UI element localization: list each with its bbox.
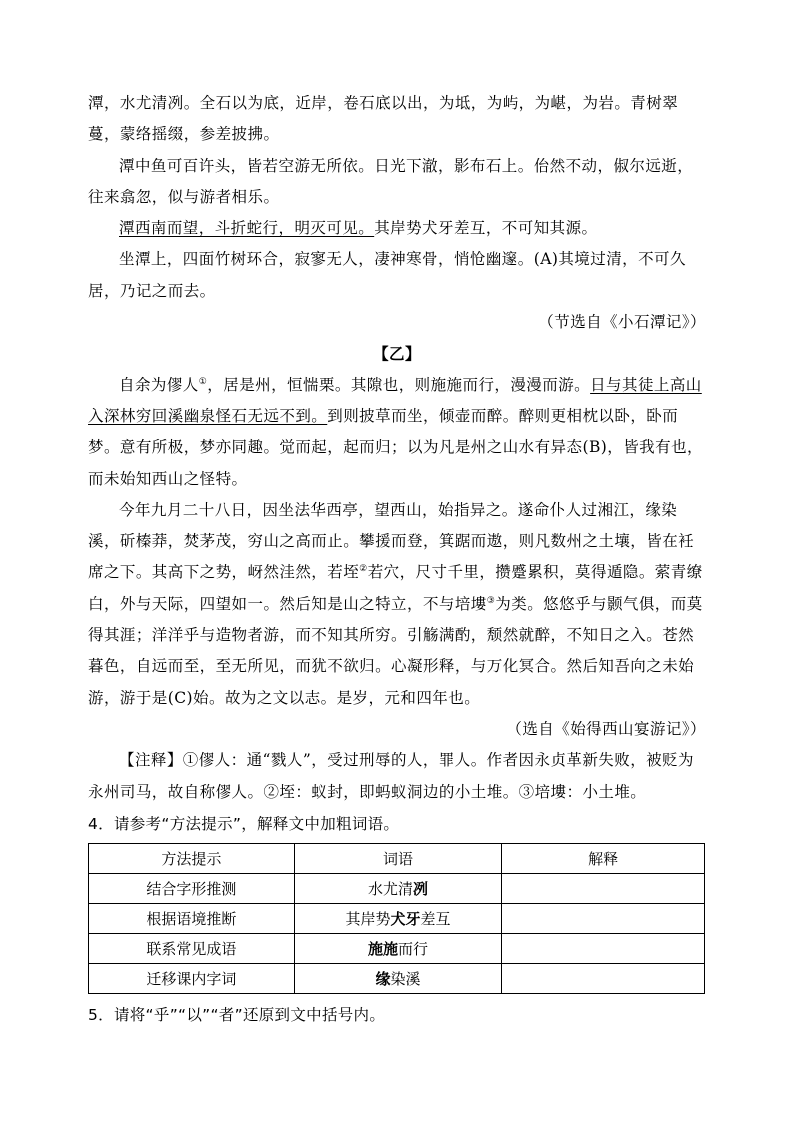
word-bold: 施施 (367, 940, 398, 958)
method-cell: 联系常见成语 (89, 934, 295, 964)
header-method: 方法提示 (89, 844, 295, 874)
method-table (88, 843, 705, 994)
method-cell: 结合字形推测 (89, 874, 295, 904)
word-bold: 缘 (375, 970, 391, 988)
jia-paragraph-4: 坐潭上，四面竹树环合，寂寥无人，凄神寒骨，悄怆幽邃。(A)其境过清，不可久居，乃记之而去。 (88, 250, 686, 300)
table-row (89, 964, 705, 994)
header-word: 词语 (294, 844, 502, 874)
word-post: 染溪 (390, 970, 421, 988)
word-cell (294, 934, 502, 964)
answer-cell[interactable] (502, 874, 705, 904)
method-cell: 迁移课内字词 (89, 964, 295, 994)
table-row (89, 904, 705, 934)
yi-p2-text-c: 为类。悠悠乎与颢气俱，而莫得其涯；洋洋乎与造物者游，而不知其所穷。引觞满酌，颓然就醉，不知日之入。苍然暮色，自远而至，至无所见，而犹不欲归。心凝形释，与万化冥合。然后知吾向之未始游，游于是(C)始。故为之文以志。是岁，元和四年也。 (88, 594, 703, 707)
table-header-row (89, 844, 705, 874)
note-marker-1: ① (198, 376, 208, 387)
jia-paragraph-3 (88, 213, 706, 244)
word-bold: 犬牙 (390, 910, 421, 928)
method-cell: 根据语境推断 (89, 904, 295, 934)
answer-cell[interactable] (502, 934, 705, 964)
yi-p2-text-b: 若穴，尺寸千里，攒蹙累积，莫得遁隐。萦青缭白，外与天际，四望如一。然后知是山之特立，不与培塿 (88, 563, 703, 613)
yi-p2-text-a: 今年九月二十八日，因坐法华西亭，望西山，始指异之。遂命仆人过湘江，缘染溪，斫榛莽，焚茅茂，穷山之高而止。攀援而登，箕踞而遨，则凡数州之土壤，皆在衽席之下。其高下之势，岈然洼然，若垤 (88, 500, 695, 582)
question-5: 5．请将“乎”“以”“者”还原到文中括号内。 (88, 1006, 386, 1024)
jia-paragraph-2: 潭中鱼可百许头，皆若空游无所依。日光下澈，影布石上。佁然不动，俶尔远逝，往来翕忽，似与游者相乐。 (88, 156, 694, 206)
answer-cell[interactable] (502, 904, 705, 934)
word-cell (294, 874, 502, 904)
jia-source: （节选自《小石潭记》） (538, 313, 706, 332)
word-pre: 其岸势 (345, 910, 391, 928)
jia-paragraph-3-rest: 其岸势犬牙差互，不可知其源。 (374, 219, 598, 238)
yi-paragraph-1 (88, 370, 706, 495)
notes: 【注释】①僇人：通“戮人”，受过刑辱的人，罪人。作者因永贞革新失败，被贬为永州司马，故自称僇人。②垤：蚁封，即蚂蚁洞边的小土堆。③培塿：小土堆。 (88, 751, 695, 801)
question-4: 4．请参考“方法提示”，解释文中加粗词语。 (88, 815, 400, 833)
yi-p1-text-a: 自余为僇人 (119, 375, 199, 394)
word-pre: 水尤清 (367, 880, 413, 898)
jia-paragraph-1: 潭，水尤清冽。全石以为底，近岸，卷石底以出，为坻，为屿，为嵁，为岩。青树翠蔓，蒙络摇缀，参差披拂。 (88, 94, 679, 144)
yi-paragraph-2 (88, 495, 706, 714)
yi-p1-text-c: 到则披草而坐，倾壶而醉。醉则更相枕以卧，卧而梦。意有所极，梦亦同趣。觉而起，起而归；以为凡是州之山水有异态(B)，皆我有也，而未始知西山之怪特。 (88, 406, 703, 488)
word-cell (294, 964, 502, 994)
yi-source: （选自《始得西山宴游记》） (506, 719, 706, 738)
word-bold: 冽 (412, 880, 428, 898)
note-marker-2: ② (359, 564, 368, 575)
word-post: 差互 (420, 910, 451, 928)
passage-jia (88, 88, 706, 808)
table-row (89, 874, 705, 904)
yi-underlined-sentence: 日与其徒上高山入深林穷回溪幽泉怪石无远不到。 (88, 375, 702, 425)
yi-heading: 【乙】 (373, 344, 421, 364)
word-cell (294, 904, 502, 934)
yi-p1-text-b: ，居是州，恒惴栗。其隙也，则施施而行，漫漫而游。 (207, 375, 591, 394)
jia-underlined-sentence: 潭西南而望，斗折蛇行，明灭可见。 (119, 219, 375, 238)
header-explanation: 解释 (502, 844, 705, 874)
word-post: 而行 (397, 940, 428, 958)
answer-cell[interactable] (502, 964, 705, 994)
note-marker-3: ③ (486, 595, 496, 606)
table-row (89, 934, 705, 964)
